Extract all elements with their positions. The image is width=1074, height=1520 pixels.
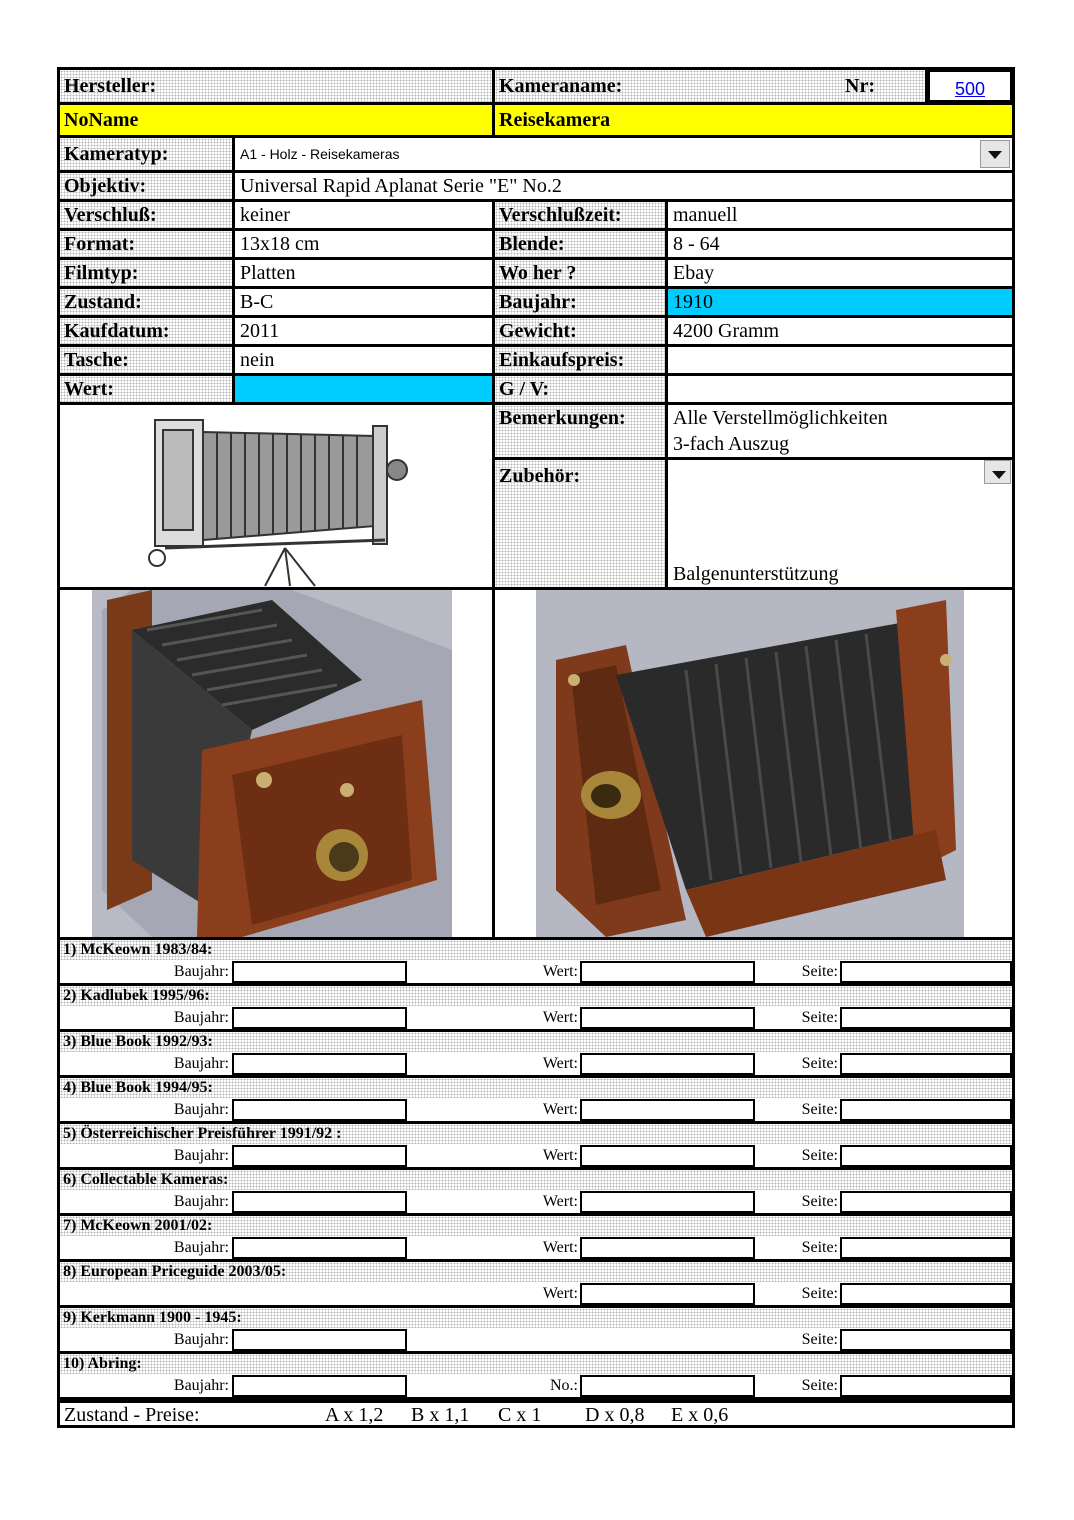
reference-wert-label: Wert: bbox=[542, 1239, 578, 1256]
filmtyp-label: Filmtyp: bbox=[60, 260, 232, 286]
reference-seite-label: Seite: bbox=[801, 1193, 838, 1210]
baujahr-label: Baujahr: bbox=[495, 289, 665, 315]
reference-baujahr-label: Baujahr: bbox=[173, 1055, 229, 1072]
reference-wert-label: Wert: bbox=[542, 1009, 578, 1026]
reference-baujahr-field[interactable] bbox=[232, 1329, 407, 1351]
reference-seite-field[interactable] bbox=[840, 961, 1012, 983]
objektiv-value: Universal Rapid Aplanat Serie "E" No.2 bbox=[240, 175, 562, 197]
nr-label: Nr: bbox=[845, 75, 875, 97]
reference-seite-label: Seite: bbox=[801, 1285, 838, 1302]
reference-baujahr-label: Baujahr: bbox=[173, 963, 229, 980]
zubehoer-value: Balgenunterstützung bbox=[673, 563, 839, 585]
reference-seite-field[interactable] bbox=[840, 1145, 1012, 1167]
reference-seite-field[interactable] bbox=[840, 1283, 1012, 1305]
reference-baujahr-label: Baujahr: bbox=[173, 1377, 229, 1394]
reference-wert-label: Wert: bbox=[542, 1101, 578, 1118]
reference-seite-label: Seite: bbox=[801, 1101, 838, 1118]
reference-wert-field[interactable] bbox=[580, 1237, 755, 1259]
verschluss-value: keiner bbox=[240, 204, 290, 226]
reference-baujahr-field[interactable] bbox=[232, 1145, 407, 1167]
reference-title: 10) Abring: bbox=[60, 1354, 1012, 1374]
camera-photo-left bbox=[92, 590, 452, 937]
einkaufspreis-value bbox=[668, 347, 1012, 373]
reference-wert-field[interactable] bbox=[580, 1099, 755, 1121]
reference-seite-label: Seite: bbox=[801, 1331, 838, 1348]
kameraname-label: Kameraname: bbox=[495, 70, 927, 102]
wert-label: Wert: bbox=[60, 376, 232, 402]
reference-wert-field[interactable] bbox=[580, 1191, 755, 1213]
objektiv-label: Objektiv: bbox=[60, 173, 232, 199]
reference-baujahr-label: Baujahr: bbox=[173, 1331, 229, 1348]
reference-wert-label: Wert: bbox=[542, 1147, 578, 1164]
reference-title: 9) Kerkmann 1900 - 1945: bbox=[60, 1308, 1012, 1328]
reference-seite-label: Seite: bbox=[801, 1239, 838, 1256]
footer-price-e: E x 0,6 bbox=[671, 1404, 729, 1426]
gewicht-value: 4200 Gramm bbox=[673, 320, 780, 342]
tasche-value: nein bbox=[240, 349, 275, 371]
reference-baujahr-field[interactable] bbox=[232, 961, 407, 983]
camera-drawing bbox=[145, 408, 415, 588]
reference-seite-field[interactable] bbox=[840, 1191, 1012, 1213]
reference-wert-field[interactable] bbox=[580, 1145, 755, 1167]
blende-label: Blende: bbox=[495, 231, 665, 257]
reference-baujahr-label: Baujahr: bbox=[173, 1009, 229, 1026]
reference-wert-field[interactable] bbox=[580, 1283, 755, 1305]
kameratyp-select[interactable]: A1 - Holz - Reisekameras bbox=[240, 146, 400, 162]
format-value: 13x18 cm bbox=[240, 233, 320, 255]
zubehoer-dropdown-arrow-icon[interactable] bbox=[984, 460, 1011, 484]
format-label: Format: bbox=[60, 231, 232, 257]
reference-baujahr-field[interactable] bbox=[232, 1053, 407, 1075]
hersteller-value: NoName bbox=[60, 105, 492, 135]
footer-price-b: B x 1,1 bbox=[411, 1404, 470, 1426]
footer-label: Zustand - Preise: bbox=[64, 1404, 200, 1426]
zustand-label: Zustand: bbox=[60, 289, 232, 315]
reference-wert-label: No.: bbox=[550, 1377, 578, 1394]
reference-baujahr-field[interactable] bbox=[232, 1237, 407, 1259]
nr-link[interactable]: 500 bbox=[928, 70, 1012, 102]
woher-value: Ebay bbox=[673, 262, 715, 284]
reference-title: 5) Österreichischer Preisführer 1991/92 : bbox=[60, 1124, 1012, 1144]
bemerkungen-line-1: Alle Verstellmöglichkeiten bbox=[673, 407, 888, 429]
kaufdatum-label: Kaufdatum: bbox=[60, 318, 232, 344]
reference-wert-field[interactable] bbox=[580, 1053, 755, 1075]
gv-value bbox=[668, 376, 1012, 402]
reference-seite-label: Seite: bbox=[801, 1147, 838, 1164]
reference-seite-label: Seite: bbox=[801, 963, 838, 980]
reference-wert-label: Wert: bbox=[542, 1055, 578, 1072]
reference-seite-field[interactable] bbox=[840, 1099, 1012, 1121]
bemerkungen-label: Bemerkungen: bbox=[495, 405, 665, 457]
zustand-value: B-C bbox=[240, 291, 274, 313]
blende-value: 8 - 64 bbox=[673, 233, 720, 255]
reference-baujahr-field[interactable] bbox=[232, 1007, 407, 1029]
verschlusszeit-label: Verschlußzeit: bbox=[495, 202, 665, 228]
footer-price-d: D x 0,8 bbox=[585, 1404, 645, 1426]
verschlusszeit-value: manuell bbox=[673, 204, 738, 226]
reference-title: 4) Blue Book 1994/95: bbox=[60, 1078, 1012, 1098]
kameratyp-label: Kameratyp: bbox=[60, 138, 232, 170]
baujahr-value: 1910 bbox=[668, 289, 1012, 315]
reference-wert-field[interactable] bbox=[580, 1007, 755, 1029]
filmtyp-value: Platten bbox=[240, 262, 296, 284]
reference-seite-label: Seite: bbox=[801, 1377, 838, 1394]
reference-wert-field[interactable] bbox=[580, 1375, 755, 1397]
footer-price-a: A x 1,2 bbox=[325, 1404, 384, 1426]
reference-seite-label: Seite: bbox=[801, 1055, 838, 1072]
reference-title: 3) Blue Book 1992/93: bbox=[60, 1032, 1012, 1052]
gv-label: G / V: bbox=[495, 376, 665, 402]
reference-title: 2) Kadlubek 1995/96: bbox=[60, 986, 1012, 1006]
reference-baujahr-label: Baujahr: bbox=[173, 1101, 229, 1118]
verschluss-label: Verschluß: bbox=[60, 202, 232, 228]
reference-seite-label: Seite: bbox=[801, 1009, 838, 1026]
reference-title: 8) European Priceguide 2003/05: bbox=[60, 1262, 1012, 1282]
reference-baujahr-label: Baujahr: bbox=[173, 1193, 229, 1210]
reference-baujahr-label: Baujahr: bbox=[173, 1239, 229, 1256]
reference-seite-field[interactable] bbox=[840, 1375, 1012, 1397]
reference-title: 6) Collectable Kameras: bbox=[60, 1170, 1012, 1190]
hersteller-label: Hersteller: bbox=[60, 70, 492, 102]
bemerkungen-line-2: 3-fach Auszug bbox=[673, 433, 790, 455]
kameratyp-dropdown-arrow-icon[interactable] bbox=[980, 140, 1010, 168]
einkaufspreis-label: Einkaufspreis: bbox=[495, 347, 665, 373]
tasche-label: Tasche: bbox=[60, 347, 232, 373]
kameraname-value: Reisekamera bbox=[495, 105, 1012, 135]
zubehoer-label: Zubehör: bbox=[495, 460, 665, 587]
camera-photo-right bbox=[536, 590, 964, 937]
reference-title: 7) McKeown 2001/02: bbox=[60, 1216, 1012, 1236]
reference-title: 1) McKeown 1983/84: bbox=[60, 940, 1012, 960]
reference-baujahr-label: Baujahr: bbox=[173, 1147, 229, 1164]
reference-wert-label: Wert: bbox=[542, 1285, 578, 1302]
wert-value bbox=[235, 376, 492, 402]
reference-seite-field[interactable] bbox=[840, 1053, 1012, 1075]
reference-baujahr-field[interactable] bbox=[232, 1375, 407, 1397]
reference-wert-label: Wert: bbox=[542, 1193, 578, 1210]
kaufdatum-value: 2011 bbox=[240, 320, 280, 342]
woher-label: Wo her ? bbox=[495, 260, 665, 286]
footer-price-c: C x 1 bbox=[498, 1404, 542, 1426]
gewicht-label: Gewicht: bbox=[495, 318, 665, 344]
reference-seite-field[interactable] bbox=[840, 1007, 1012, 1029]
reference-seite-field[interactable] bbox=[840, 1329, 1012, 1351]
reference-seite-field[interactable] bbox=[840, 1237, 1012, 1259]
reference-baujahr-field[interactable] bbox=[232, 1191, 407, 1213]
reference-baujahr-field[interactable] bbox=[232, 1099, 407, 1121]
camera-datasheet bbox=[57, 67, 1015, 1428]
reference-wert-label: Wert: bbox=[542, 963, 578, 980]
reference-wert-field[interactable] bbox=[580, 961, 755, 983]
